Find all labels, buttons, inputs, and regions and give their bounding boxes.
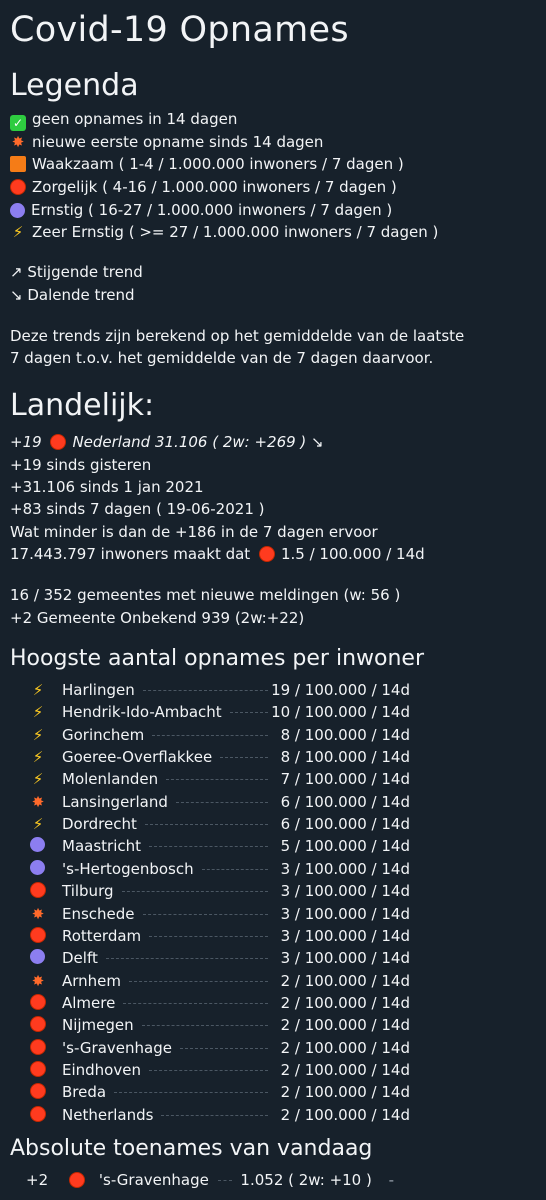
table-row — [30, 1104, 430, 1126]
legend-item — [10, 200, 392, 220]
burst-icon: ✸ — [31, 971, 45, 990]
legend-item — [10, 222, 438, 242]
trend-down-label: ↘ Dalende trend — [10, 286, 135, 304]
legend-heading: Legenda — [10, 68, 139, 103]
municipality-name: Breda — [62, 1083, 107, 1102]
municipality-name: Tilburg — [62, 882, 114, 901]
legend-item — [10, 132, 323, 152]
dash-leader — [180, 1048, 268, 1049]
rate-value: 2 / 100.000 / 14d — [280, 971, 410, 990]
table-row — [30, 701, 430, 723]
dash-leader — [176, 802, 268, 803]
absolute-row — [26, 1170, 394, 1190]
red-circle-icon — [30, 1083, 46, 1099]
dash-leader — [230, 712, 268, 713]
legend-item — [10, 177, 397, 197]
rate-value: 3 / 100.000 / 14d — [280, 949, 410, 968]
dash-leader — [220, 757, 268, 758]
lightning-icon: ⚡ — [12, 223, 24, 241]
absolute-name: 's-Gravenhage — [98, 1171, 209, 1189]
rate-value: 5 / 100.000 / 14d — [280, 837, 410, 856]
national-heading: Landelijk: — [10, 388, 155, 423]
red-circle-icon — [10, 179, 26, 195]
municipality-name: Maastricht — [62, 837, 141, 856]
incidence-text: 1.5 / 100.000 / 14d — [280, 545, 425, 563]
red-circle-icon — [30, 882, 46, 898]
table-row — [30, 1037, 430, 1059]
purple-circle-icon — [10, 203, 25, 218]
municipality-name: Hendrik-Ido-Ambacht — [62, 703, 222, 722]
trend-note: 7 dagen t.o.v. het gemiddelde van de 7 dagen daarvoor. — [10, 349, 434, 367]
absolute-value — [240, 1171, 371, 1189]
municipality-name: Lansingerland — [62, 792, 168, 811]
red-circle-icon — [259, 546, 275, 562]
absolute-value-text: 1.052 ( 2w: +10 ) — [240, 1171, 372, 1189]
purple-circle-icon — [30, 860, 45, 875]
rate-value: 2 / 100.000 / 14d — [280, 1105, 410, 1124]
table-row — [30, 724, 430, 746]
table-row — [30, 813, 430, 835]
absolute-delta: +2 — [26, 1171, 49, 1189]
rate-value: 8 / 100.000 / 14d — [280, 725, 410, 744]
rate-value: 3 / 100.000 / 14d — [280, 882, 410, 901]
rate-value: 2 / 100.000 / 14d — [280, 1083, 410, 1102]
legend-item-label: nieuwe eerste opname sinds 14 dagen — [32, 133, 324, 151]
table-row — [30, 768, 430, 790]
municipality-name: Enschede — [62, 904, 135, 923]
red-circle-icon — [30, 1039, 46, 1055]
rate-value: 3 / 100.000 / 14d — [280, 904, 410, 923]
table-row — [30, 992, 430, 1014]
table-row — [30, 746, 430, 768]
municipality-name: Goeree-Overflakkee — [62, 748, 213, 767]
dash-leader — [161, 1115, 268, 1116]
municipality-name: Netherlands — [62, 1105, 154, 1124]
burst-icon: ✸ — [31, 904, 45, 923]
red-circle-icon — [30, 1061, 46, 1077]
dash-leader — [122, 891, 268, 892]
red-circle-icon — [30, 1016, 46, 1032]
lightning-icon: ⚡ — [32, 770, 44, 789]
dash-leader — [145, 824, 268, 825]
municipality-name: 's-Hertogenbosch — [62, 859, 194, 878]
rate-value: 2 / 100.000 / 14d — [280, 993, 410, 1012]
dash-leader — [149, 846, 268, 847]
municipality-name: Delft — [62, 949, 98, 968]
table-row — [30, 880, 430, 902]
page-title: Covid-19 Opnames — [10, 10, 349, 50]
red-circle-icon — [30, 927, 46, 943]
table-row — [30, 791, 430, 813]
dash-leader — [129, 981, 268, 982]
table-row — [30, 679, 430, 701]
red-circle-icon — [30, 1106, 46, 1122]
national-summary — [10, 432, 324, 452]
municipality-name: Harlingen — [62, 681, 135, 699]
national-line — [10, 544, 425, 564]
table-row — [30, 925, 430, 947]
red-circle-icon — [50, 434, 66, 450]
table-row — [30, 835, 430, 857]
table-row — [30, 1081, 430, 1103]
table-row — [30, 970, 430, 992]
trend-up-label: ↗ Stijgende trend — [10, 263, 143, 281]
national-delta: +19 — [10, 433, 42, 451]
dash-leader — [123, 1003, 268, 1004]
table-row — [30, 947, 430, 969]
legend-item-label: Waakzaam ( 1-4 / 1.000.000 inwoners / 7 dagen ) — [32, 155, 404, 173]
burst-icon: ✸ — [11, 133, 25, 151]
purple-circle-icon — [30, 837, 45, 852]
municipality-name: Molenlanden — [62, 770, 159, 789]
table-row — [30, 1059, 430, 1081]
dash-leader — [143, 690, 268, 691]
table-row — [30, 1014, 430, 1036]
lightning-icon: ⚡ — [32, 703, 44, 722]
municipality-name: Arnhem — [62, 971, 122, 990]
legend-item-label: Zeer Ernstig ( >= 27 / 1.000.000 inwoners / 7 dagen ) — [32, 223, 439, 241]
absolute-trend: - — [388, 1171, 395, 1189]
table-row — [30, 903, 430, 925]
dash-leader — [218, 1180, 232, 1181]
rate-value: 3 / 100.000 / 14d — [280, 926, 410, 945]
national-line: Wat minder is dan de +186 in de 7 dagen ervoor — [10, 523, 378, 541]
check-icon: ✓ — [10, 115, 26, 131]
dash-leader — [152, 735, 268, 736]
municipality-count: 16 / 352 gemeentes met nieuwe meldingen (w: 56 ) — [10, 586, 401, 604]
orange-square-icon — [10, 156, 26, 172]
municipality-name: Nijmegen — [62, 1016, 134, 1035]
rate-value: 8 / 100.000 / 14d — [280, 748, 410, 767]
rate-value: 10 / 100.000 / 14d — [271, 703, 410, 722]
lightning-icon: ⚡ — [32, 681, 44, 699]
legend-item — [10, 154, 404, 174]
rate-value: 6 / 100.000 / 14d — [280, 815, 410, 834]
dash-leader — [202, 869, 268, 870]
municipality-name: Eindhoven — [62, 1060, 141, 1079]
unknown-municipality: +2 Gemeente Onbekend 939 (2w:+22) — [10, 609, 305, 627]
lightning-icon: ⚡ — [32, 725, 44, 744]
national-line: +19 sinds gisteren — [10, 456, 152, 474]
rate-value: 19 / 100.000 / 14d — [271, 681, 410, 699]
municipality-name: Rotterdam — [62, 926, 142, 945]
legend-item-label: Zorgelijk ( 4-16 / 1.000.000 inwoners / 7 dagen ) — [32, 178, 397, 196]
legend-item — [10, 109, 237, 131]
dash-leader — [149, 936, 268, 937]
burst-icon: ✸ — [31, 792, 45, 811]
municipality-name: Almere — [62, 993, 116, 1012]
national-summary-text: Nederland 31.106 ( 2w: +269 ) ↘ — [72, 433, 324, 451]
red-circle-icon — [30, 994, 46, 1010]
rate-value: 3 / 100.000 / 14d — [280, 859, 410, 878]
rate-value: 2 / 100.000 / 14d — [280, 1038, 410, 1057]
table-row — [30, 858, 430, 880]
population-text: 17.443.797 inwoners maakt dat — [10, 545, 251, 563]
dash-leader — [114, 1092, 268, 1093]
ranking-heading: Hoogste aantal opnames per inwoner — [10, 646, 425, 671]
legend-item-label: geen opnames in 14 dagen — [32, 110, 238, 128]
absolute-heading: Absolute toenames van vandaag — [10, 1136, 373, 1161]
purple-circle-icon — [30, 949, 45, 964]
dash-leader — [143, 914, 268, 915]
dash-leader — [106, 958, 268, 959]
rate-value: 6 / 100.000 / 14d — [280, 792, 410, 811]
lightning-icon: ⚡ — [32, 748, 44, 767]
national-line: +83 sinds 7 dagen ( 19-06-2021 ) — [10, 500, 265, 518]
rate-value: 2 / 100.000 / 14d — [280, 1016, 410, 1035]
red-circle-icon — [69, 1172, 85, 1188]
lightning-icon: ⚡ — [32, 815, 44, 834]
municipality-name: Gorinchem — [62, 725, 145, 744]
rate-value: 2 / 100.000 / 14d — [280, 1060, 410, 1079]
trend-note: Deze trends zijn berekend op het gemiddelde van de laatste — [10, 327, 465, 345]
legend-item-label: Ernstig ( 16-27 / 1.000.000 inwoners / 7 dagen ) — [31, 201, 393, 219]
rate-value: 7 / 100.000 / 14d — [280, 770, 410, 789]
municipality-name: Dordrecht — [62, 815, 137, 834]
dash-leader — [166, 779, 268, 780]
dash-leader — [142, 1025, 268, 1026]
municipality-name: 's-Gravenhage — [62, 1038, 172, 1057]
national-line: +31.106 sinds 1 jan 2021 — [10, 478, 204, 496]
dash-leader — [149, 1070, 268, 1071]
